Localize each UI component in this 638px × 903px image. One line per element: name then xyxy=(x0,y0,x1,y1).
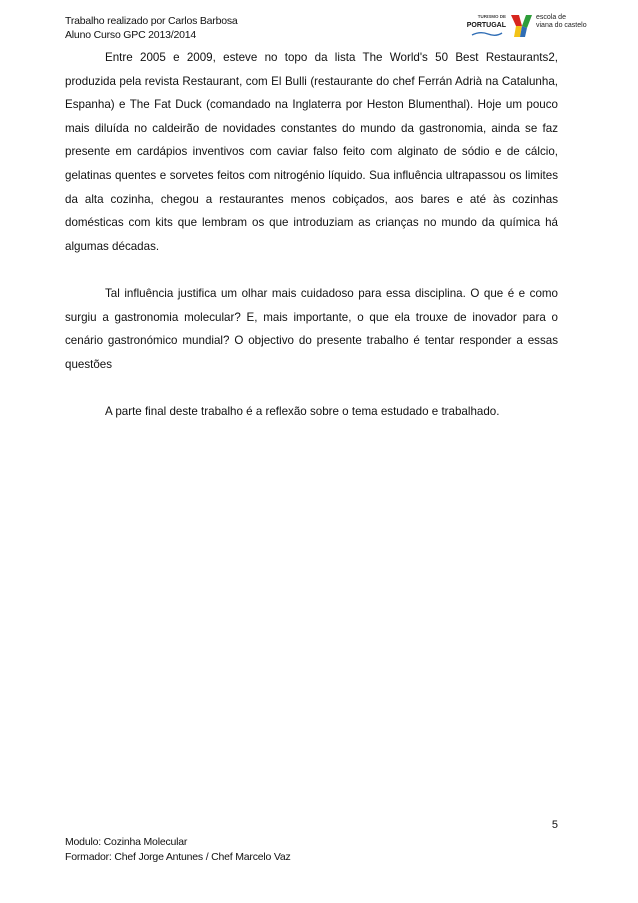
logo-school-name xyxy=(536,14,587,30)
body-text xyxy=(65,46,558,424)
logo-mark-icon xyxy=(508,12,534,40)
logo-school-line1: escola de xyxy=(536,14,566,21)
logo-tourism-main: PORTUGAL xyxy=(466,22,506,29)
page-number: 5 xyxy=(551,819,558,831)
header-logo xyxy=(458,12,586,40)
footer-trainer-line: Formador: Chef Jorge Antunes / Chef Marcelo Vaz xyxy=(65,851,291,863)
paragraph-2: Tal influência justifica um olhar mais cuidadoso para essa disciplina. O que é e como surgiu a gastronomia molecular? E, mais importante, o que ela trouxe de inovador para o cenário gastronómico mundial? O objectivo do presente trabalho é tentar responder a essas questões xyxy=(65,286,558,371)
header-course-line: Aluno Curso GPC 2013/2014 xyxy=(65,29,197,41)
logo-swoosh-icon xyxy=(470,31,504,37)
paragraph-1: Entre 2005 e 2009, esteve no topo da lista The World's 50 Best Restaurants2, produzida pela revista Restaurant, com El Bulli (restaurante do chef Ferrán Adrià na Catalunha, Espanha) e The Fat Duck (comandado na Inglaterra por Heston Blumenthal). Hoje um pouco mais diluída no caldeirão de novidades constantes do mundo da gastronomia, ainda se faz presente em cardápios inventivos com caviar falso feito com alginato de sódio e de cálcio, gelatinas quentes e sorvetes feitos com nitrogénio líquido. Sua influência ultrapassou os limites da alta cozinha, chegou a restaurantes menos cobiçados, aos bares e até às cozinhas domésticas com kits que lembram os que introduziam as crianças no mundo da química há algumas décadas. xyxy=(65,51,558,253)
footer-module-line: Modulo: Cozinha Molecular xyxy=(65,836,188,848)
header-author-line: Trabalho realizado por Carlos Barbosa xyxy=(65,15,238,27)
logo-tourism-small: TURISMO DE xyxy=(477,14,506,19)
paragraph-3: A parte final deste trabalho é a reflexão sobre o tema estudado e trabalhado. xyxy=(105,404,500,418)
logo-school-line2: viana do castelo xyxy=(536,22,587,29)
page-footer xyxy=(65,835,291,865)
page-header xyxy=(65,14,238,42)
